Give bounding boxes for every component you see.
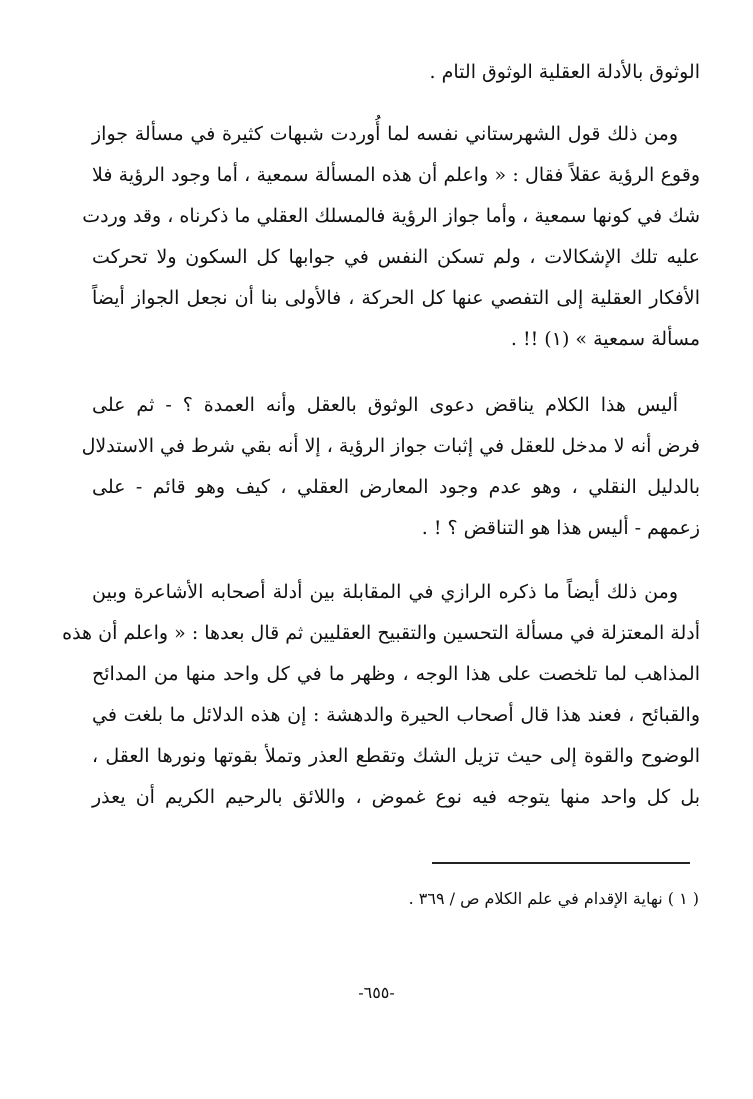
paragraph-razi	[62, 572, 700, 818]
footnote-divider	[432, 862, 690, 864]
text-line: شك في كونها سمعية ، وأما جواز الرؤية فالمسلك العقلي ما ذكرناه ، وقد وردت	[82, 205, 700, 227]
text-line: عليه تلك الإشكالات ، ولم تسكن النفس في جوابها كل السكون ولا تحركت	[92, 246, 700, 268]
text-line: ومن ذلك قول الشهرستاني نفسه لما أُوردت شبهات كثيرة في مسألة جواز	[92, 123, 678, 145]
page-number: -٦٥٥-	[358, 983, 395, 1002]
text-line: ومن ذلك أيضاً ما ذكره الرازي في المقابلة بين أدلة أصحابه الأشاعرة وبين	[92, 581, 678, 603]
paragraph-shahrastani	[82, 114, 700, 360]
text-line: أليس هذا الكلام يناقض دعوى الوثوق بالعقل وأنه العمدة ؟ - ثم على	[92, 394, 678, 416]
text-line: الوضوح والقوة إلى حيث تزيل الشك وتقطع العذر وتملأ بقوتها ونورها العقل ،	[92, 745, 700, 767]
text-line: وقوع الرؤية عقلاً فقال : « واعلم أن هذه المسألة سمعية ، أما وجود الرؤية فلا	[92, 164, 700, 186]
text-line: الأفكار العقلية إلى التفصي عنها كل الحركة ، فالأولى بنا أن نجعل الجواز أيضاً	[92, 287, 700, 309]
text-line: المذاهب لما تلخصت على هذا الوجه ، وظهر ما في كل واحد منها من المدائح	[92, 663, 700, 685]
paragraph-continuation	[92, 52, 700, 93]
text-line: بل كل واحد منها يتوجه فيه نوع غموض ، واللائق بالرحيم الكريم أن يعذر	[92, 786, 700, 808]
text-line: بالدليل النقلي ، وهو عدم وجود المعارض العقلي ، كيف وهو قائم - على	[92, 476, 700, 498]
text-line: مسألة سمعية » (١) !! .	[510, 328, 700, 350]
text-line: زعمهم - أليس هذا هو التناقض ؟ ! .	[421, 517, 700, 539]
text-line: والقبائح ، فعند هذا قال أصحاب الحيرة والدهشة : إن هذه الدلائل ما بلغت في	[92, 704, 700, 726]
paragraph-contradiction	[81, 385, 700, 549]
text-line: أدلة المعتزلة في مسألة التحسين والتقبيح العقليين ثم قال بعدها : « واعلم أن هذه	[62, 622, 700, 644]
text-line: فرض أنه لا مدخل للعقل في إثبات جواز الرؤية ، إلا أنه بقي شرط في الاستدلال	[81, 435, 700, 457]
footnote: ( ١ ) نهاية الإقدام في علم الكلام ص / ٣٦٩ .	[408, 889, 699, 908]
text-line: الوثوق بالأدلة العقلية الوثوق التام .	[429, 61, 700, 83]
